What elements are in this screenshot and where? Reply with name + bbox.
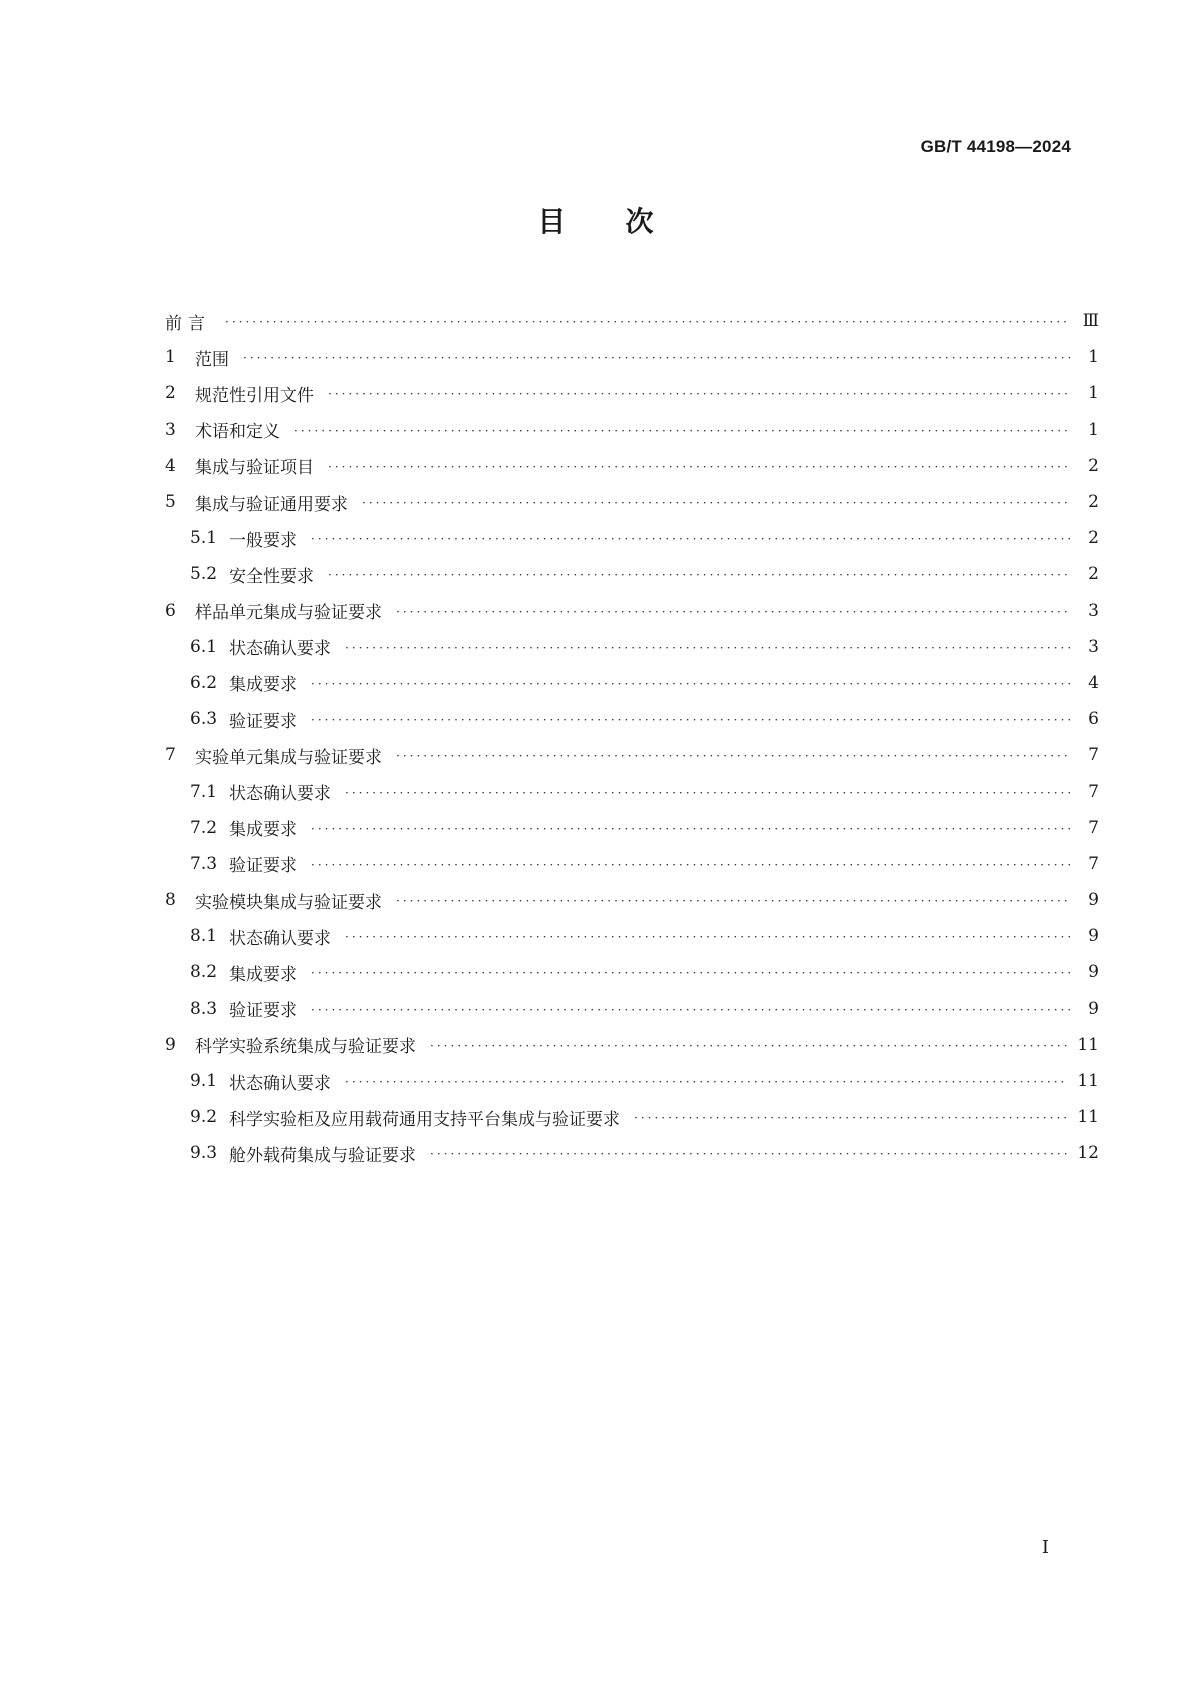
toc-entry-label: 科学实验柜及应用载荷通用支持平台集成与验证要求 [229, 1109, 620, 1130]
toc-dot-leader [634, 1111, 1067, 1125]
toc-entry[interactable] [165, 665, 1099, 701]
toc-dot-leader [225, 315, 1071, 329]
toc-entry-page: 1 [1088, 419, 1099, 440]
toc-entry-number: 8.3 [190, 998, 218, 1019]
toc-entry-label: 状态确认要求 [229, 928, 331, 949]
toc-entry-page: 7 [1088, 745, 1099, 766]
toc-entry[interactable] [165, 882, 1099, 918]
toc-entry[interactable] [165, 918, 1099, 954]
toc-dot-leader [294, 424, 1071, 438]
toc-entry-label: 集成要求 [229, 964, 297, 985]
toc-entry-page: 9 [1088, 962, 1099, 983]
toc-entry-page: 9 [1088, 890, 1099, 911]
toc-entry[interactable] [165, 773, 1099, 809]
table-of-contents [165, 303, 1099, 1172]
toc-entry-number: 3 [165, 419, 176, 440]
toc-dot-leader [311, 822, 1071, 836]
toc-entry-number: 9.2 [190, 1107, 218, 1128]
toc-entry[interactable] [165, 954, 1099, 990]
toc-entry-page: 3 [1088, 636, 1099, 657]
toc-entry-label: 状态确认要求 [229, 1073, 331, 1094]
toc-entry-page: 11 [1077, 1034, 1099, 1055]
toc-entry-label: 验证要求 [229, 711, 297, 732]
toc-dot-leader [345, 1075, 1067, 1089]
toc-entry-label: 验证要求 [229, 1001, 297, 1022]
toc-dot-leader [396, 894, 1071, 908]
toc-entry-label: 术语和定义 [195, 422, 280, 443]
toc-entry-page: 1 [1088, 383, 1099, 404]
toc-entry-number: 9 [165, 1034, 176, 1055]
toc-entry[interactable] [165, 593, 1099, 629]
toc-dot-leader [243, 351, 1071, 365]
toc-dot-leader [362, 496, 1071, 510]
toc-dot-leader [328, 387, 1071, 401]
toc-entry-page: 12 [1077, 1143, 1099, 1164]
toc-entry-number: 7 [165, 745, 176, 766]
toc-dot-leader [345, 930, 1071, 944]
toc-entry-label: 实验单元集成与验证要求 [195, 747, 382, 768]
toc-entry-page: 9 [1088, 926, 1099, 947]
toc-entry-page: 2 [1088, 492, 1099, 513]
toc-entry-page: 6 [1088, 709, 1099, 730]
toc-entry-number: 2 [165, 383, 176, 404]
toc-entry[interactable] [165, 629, 1099, 665]
toc-entry-page: 3 [1088, 600, 1099, 621]
toc-entry-label: 范围 [195, 349, 229, 370]
toc-entry[interactable] [165, 991, 1099, 1027]
toc-entry-page: 7 [1088, 781, 1099, 802]
toc-entry[interactable] [165, 701, 1099, 737]
toc-entry-label: 一般要求 [229, 530, 297, 551]
toc-entry-label: 状态确认要求 [229, 639, 331, 660]
toc-dot-leader [311, 1003, 1071, 1017]
toc-entry-label: 样品单元集成与验证要求 [195, 603, 382, 624]
toc-dot-leader [396, 605, 1071, 619]
toc-entry-label: 集成与验证项目 [195, 458, 314, 479]
toc-entry-label: 状态确认要求 [229, 784, 331, 805]
toc-entry[interactable] [165, 339, 1099, 375]
toc-entry-number: 1 [165, 347, 176, 368]
toc-entry-number: 7.3 [190, 853, 218, 874]
page-number: Ⅰ [1041, 1537, 1049, 1558]
toc-dot-leader [311, 966, 1071, 980]
toc-entry-number: 6.1 [190, 636, 218, 657]
toc-entry-number: 9.1 [190, 1071, 218, 1092]
toc-entry-page: 2 [1088, 455, 1099, 476]
toc-entry-label: 规范性引用文件 [195, 385, 314, 406]
toc-entry-number: 7.1 [190, 781, 218, 802]
toc-entry[interactable] [165, 1063, 1099, 1099]
toc-entry-label: 前言 [165, 313, 211, 334]
toc-entry-label: 实验模块集成与验证要求 [195, 892, 382, 913]
toc-entry-page: Ⅲ [1082, 311, 1099, 332]
toc-entry-number: 6.3 [190, 709, 218, 730]
toc-dot-leader [328, 460, 1071, 474]
toc-entry[interactable] [165, 737, 1099, 773]
toc-entry-page: 7 [1088, 817, 1099, 838]
toc-entry-number: 8 [165, 890, 176, 911]
toc-entry-number: 4 [165, 455, 176, 476]
toc-entry-label: 集成要求 [229, 820, 297, 841]
toc-entry[interactable] [165, 520, 1099, 556]
toc-entry-number: 8.1 [190, 926, 218, 947]
toc-entry-number: 5.1 [190, 528, 218, 549]
toc-entry-number: 7.2 [190, 817, 218, 838]
page-title: 目次 [537, 205, 714, 238]
toc-entry-label: 舱外载荷集成与验证要求 [229, 1145, 416, 1166]
toc-entry-label: 集成要求 [229, 675, 297, 696]
toc-entry-page: 7 [1088, 853, 1099, 874]
toc-entry[interactable] [165, 375, 1099, 411]
toc-entry-label: 安全性要求 [229, 566, 314, 587]
toc-dot-leader [311, 677, 1071, 691]
toc-dot-leader [345, 786, 1071, 800]
toc-entry-page: 1 [1088, 347, 1099, 368]
toc-entry-page: 2 [1088, 564, 1099, 585]
toc-dot-leader [311, 713, 1071, 727]
toc-dot-leader [430, 1039, 1067, 1053]
toc-entry[interactable] [165, 1099, 1099, 1135]
toc-entry[interactable] [165, 303, 1099, 339]
toc-entry-page: 4 [1088, 672, 1099, 693]
toc-entry-page: 9 [1088, 998, 1099, 1019]
toc-entry[interactable] [165, 412, 1099, 448]
toc-dot-leader [430, 1147, 1067, 1161]
toc-entry-number: 6.2 [190, 672, 218, 693]
toc-entry-number: 6 [165, 600, 176, 621]
toc-entry-page: 2 [1088, 528, 1099, 549]
toc-entry-label: 验证要求 [229, 856, 297, 877]
toc-entry[interactable] [165, 1027, 1099, 1063]
toc-entry-page: 11 [1077, 1107, 1099, 1128]
toc-entry-label: 科学实验系统集成与验证要求 [195, 1037, 416, 1058]
toc-dot-leader [311, 858, 1071, 872]
standard-code: GB/T 44198—2024 [920, 137, 1071, 156]
toc-entry[interactable] [165, 846, 1099, 882]
toc-dot-leader [311, 532, 1071, 546]
toc-dot-leader [396, 749, 1071, 763]
toc-entry-number: 5.2 [190, 564, 218, 585]
toc-dot-leader [328, 568, 1071, 582]
toc-entry-label: 集成与验证通用要求 [195, 494, 348, 515]
toc-entry-number: 9.3 [190, 1143, 218, 1164]
toc-entry[interactable] [165, 448, 1099, 484]
toc-entry[interactable] [165, 556, 1099, 592]
toc-entry[interactable] [165, 1135, 1099, 1171]
toc-entry-number: 8.2 [190, 962, 218, 983]
toc-dot-leader [345, 641, 1071, 655]
toc-entry-number: 5 [165, 492, 176, 513]
toc-entry[interactable] [165, 810, 1099, 846]
toc-entry[interactable] [165, 484, 1099, 520]
toc-entry-page: 11 [1077, 1071, 1099, 1092]
